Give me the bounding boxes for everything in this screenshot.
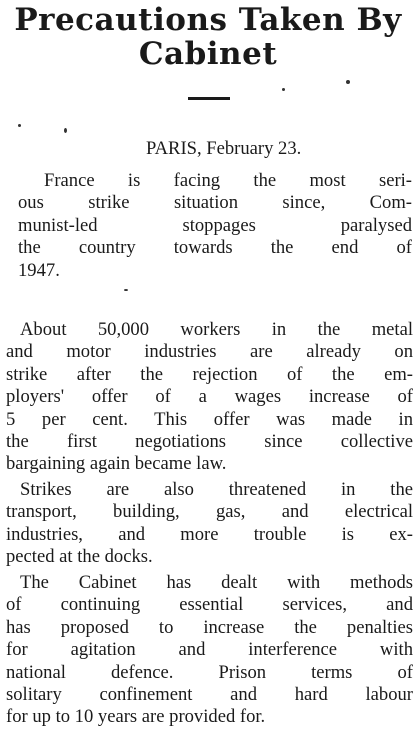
text-line: munist-led stoppages paralysed <box>18 214 412 236</box>
body-paragraph-3 <box>6 572 413 729</box>
text-line: strike after the rejection of the em- <box>6 363 413 385</box>
text-line: for up to 10 years are provided for. <box>6 706 266 728</box>
text-line: solitary confinement and hard labour <box>6 684 413 706</box>
text-line: the country towards the end of <box>18 237 412 259</box>
print-speck <box>282 88 285 91</box>
text-line: bargaining again became law. <box>6 453 227 475</box>
text-line: of continuing essential services, and <box>6 594 413 616</box>
headline-divider <box>188 97 230 100</box>
text-line: 1947. <box>18 259 60 281</box>
headline-line-2: Cabinet <box>138 36 278 72</box>
text-line: industries, and more trouble is ex- <box>6 523 413 545</box>
print-speck <box>124 289 128 291</box>
text-line: and motor industries are already on <box>6 341 413 363</box>
text-line: has proposed to increase the penalties <box>6 616 413 638</box>
text-line: ployers' offer of a wages increase of <box>6 386 413 408</box>
text-line: ous strike situation since, Com- <box>18 192 412 214</box>
text-line: France is facing the most seri- <box>44 170 412 191</box>
text-line: About 50,000 workers in the metal <box>20 319 413 340</box>
print-speck <box>346 80 350 84</box>
print-speck <box>64 128 67 133</box>
print-speck <box>18 124 21 127</box>
body-paragraph-1 <box>6 319 413 476</box>
text-line: Strikes are also threatened in the <box>20 479 413 500</box>
text-line: the first negotiations since collective <box>6 431 413 453</box>
headline-line-1: Precautions Taken By <box>14 2 402 38</box>
body-paragraph-2 <box>6 479 413 569</box>
lead-paragraph <box>18 170 412 282</box>
text-line: transport, building, gas, and electrical <box>6 501 413 523</box>
text-line: 5 per cent. This offer was made in <box>6 408 413 430</box>
text-line: national defence. Prison terms of <box>6 661 413 683</box>
text-line: pected at the docks. <box>6 546 153 568</box>
text-line: The Cabinet has dealt with methods <box>20 572 413 593</box>
text-line: for agitation and interference with <box>6 639 413 661</box>
dateline: PARIS, February 23. <box>146 138 302 159</box>
